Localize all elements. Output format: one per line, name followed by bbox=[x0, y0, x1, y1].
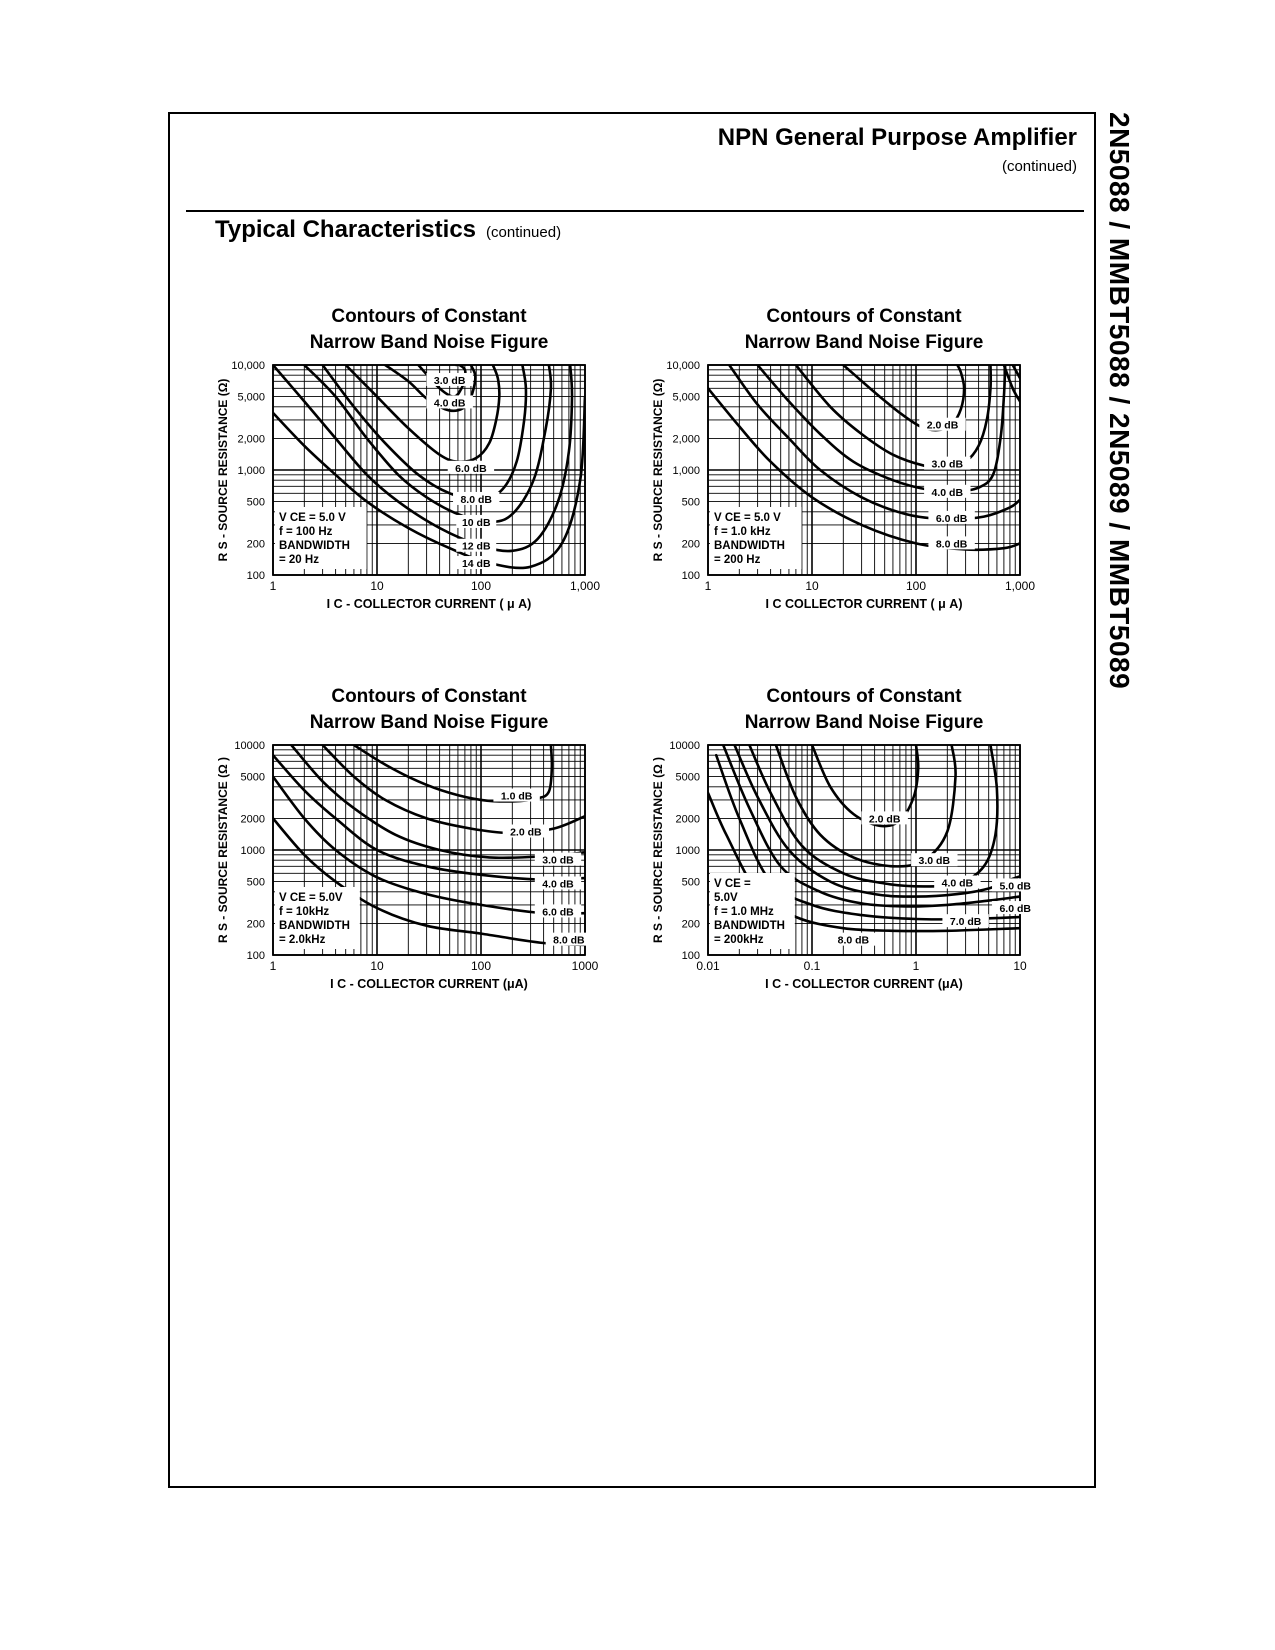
contour-label-4-0-db: 4.0 dB bbox=[542, 878, 574, 891]
chart-title-line: Contours of Constant bbox=[766, 306, 962, 327]
contour-label-5-0-db: 5.0 dB bbox=[999, 880, 1031, 893]
y-axis-label: R S - SOURCE RESISTANCE (Ω ) bbox=[216, 756, 230, 944]
contour-curve-2-0-db bbox=[323, 745, 585, 833]
y-tick-label: 1000 bbox=[240, 845, 265, 857]
chart-title-line: Narrow Band Noise Figure bbox=[744, 712, 984, 733]
y-tick-label: 100 bbox=[681, 570, 700, 582]
contour-label-4-0-db: 4.0 dB bbox=[931, 486, 964, 499]
noise-figure-chart-100hz bbox=[205, 305, 615, 625]
y-tick-label: 5,000 bbox=[237, 391, 265, 404]
section-title-continued: (continued) bbox=[486, 224, 562, 241]
y-tick-label: 200 bbox=[246, 538, 265, 551]
y-tick-label: 2,000 bbox=[237, 433, 265, 446]
condition-line: V CE = 5.0V bbox=[279, 892, 343, 904]
y-tick-label: 500 bbox=[681, 496, 700, 509]
y-tick-label: 1,000 bbox=[237, 465, 265, 477]
chart-title-line: Narrow Band Noise Figure bbox=[309, 332, 549, 353]
contour-label-6-0-db: 6.0 dB bbox=[935, 512, 968, 525]
x-tick-label: 10 bbox=[370, 579, 384, 593]
document-title-continued: (continued) bbox=[1001, 158, 1077, 175]
x-tick-label: 1 bbox=[269, 959, 277, 973]
y-axis-label: R S - SOURCE RESISTANCE (Ω) bbox=[216, 378, 230, 562]
y-tick-label: 2,000 bbox=[672, 433, 700, 446]
contour-label-4-0-db: 4.0 dB bbox=[433, 397, 466, 410]
y-tick-label: 500 bbox=[246, 876, 265, 889]
x-tick-label: 0.01 bbox=[696, 959, 720, 973]
contour-label-2-0-db: 2.0 dB bbox=[926, 419, 959, 432]
y-tick-label: 10,000 bbox=[231, 360, 265, 372]
contour-label-7-0-db: 7.0 dB bbox=[949, 916, 982, 929]
chart-title-line: Narrow Band Noise Figure bbox=[744, 332, 984, 353]
contour-curve-8-0-db bbox=[323, 365, 526, 500]
x-tick-label: 10 bbox=[1013, 959, 1027, 973]
condition-line: f = 1.0 kHz bbox=[714, 526, 771, 538]
y-tick-label: 100 bbox=[681, 950, 700, 962]
header-rule bbox=[186, 210, 1084, 212]
condition-line: = 200 Hz bbox=[714, 554, 761, 566]
contour-label-2-0-db: 2.0 dB bbox=[868, 813, 901, 826]
contour-label-14-db: 14 dB bbox=[461, 558, 491, 571]
y-axis-label: R S - SOURCE RESISTANCE (Ω ) bbox=[651, 756, 665, 944]
section-title: Typical Characteristics bbox=[215, 216, 477, 243]
contour-label-6-0-db: 6.0 dB bbox=[542, 906, 574, 919]
condition-line: 5.0V bbox=[714, 892, 738, 904]
x-tick-label: 10 bbox=[805, 579, 819, 593]
x-tick-label: 10 bbox=[370, 959, 384, 973]
x-tick-label: 100 bbox=[470, 579, 492, 593]
y-tick-label: 500 bbox=[681, 876, 700, 889]
contour-curve-unlabeled bbox=[1013, 365, 1020, 378]
y-tick-label: 100 bbox=[246, 570, 265, 582]
x-tick-label: 1 bbox=[704, 579, 712, 593]
chart-title-line: Contours of Constant bbox=[331, 306, 527, 327]
contour-curve-4-0-db bbox=[758, 365, 1006, 491]
contour-label-6-0-db: 6.0 dB bbox=[999, 903, 1031, 916]
contour-label-3-0-db: 3.0 dB bbox=[931, 458, 964, 471]
y-tick-label: 2000 bbox=[240, 813, 265, 826]
noise-figure-chart-1khz bbox=[640, 305, 1050, 625]
contour-label-12-db: 12 dB bbox=[461, 540, 491, 553]
condition-line: V CE = bbox=[714, 878, 751, 890]
noise-figure-chart-10khz bbox=[205, 685, 615, 1005]
x-tick-label: 1000 bbox=[571, 959, 599, 973]
x-tick-label: 1 bbox=[269, 579, 277, 593]
y-tick-label: 5,000 bbox=[672, 391, 700, 404]
chart-title-line: Contours of Constant bbox=[331, 686, 527, 707]
condition-line: = 20 Hz bbox=[279, 554, 319, 566]
contour-label-1-0-db: 1.0 dB bbox=[500, 790, 533, 803]
y-tick-label: 200 bbox=[681, 918, 700, 931]
side-part-numbers: 2N5088 / MMBT5088 / 2N5089 / MMBT5089 bbox=[1104, 112, 1135, 690]
contour-label-8-0-db: 8.0 dB bbox=[553, 934, 585, 947]
x-tick-label: 1,000 bbox=[1004, 579, 1036, 593]
y-tick-label: 10000 bbox=[669, 740, 700, 752]
contour-label-8-0-db: 8.0 dB bbox=[837, 934, 870, 947]
x-tick-label: 0.1 bbox=[803, 959, 821, 973]
y-tick-label: 10,000 bbox=[666, 360, 700, 372]
contour-label-3-0-db: 3.0 dB bbox=[433, 374, 466, 387]
y-tick-label: 500 bbox=[246, 496, 265, 509]
contour-label-10-db: 10 dB bbox=[461, 516, 491, 529]
contour-curve-unlabeled bbox=[1004, 365, 1020, 401]
document-title: NPN General Purpose Amplifier bbox=[717, 124, 1077, 151]
contour-label-3-0-db: 3.0 dB bbox=[542, 854, 574, 867]
condition-line: BANDWIDTH bbox=[279, 540, 350, 552]
x-axis-label: I C - COLLECTOR CURRENT ( μ A) bbox=[326, 597, 532, 611]
x-axis-label: I C COLLECTOR CURRENT ( μ A) bbox=[765, 597, 963, 611]
contour-label-4-0-db: 4.0 dB bbox=[941, 877, 974, 890]
side-part-number-tab bbox=[1105, 112, 1135, 722]
chart-title-line: Contours of Constant bbox=[766, 686, 962, 707]
contour-label-8-0-db: 8.0 dB bbox=[460, 493, 492, 506]
x-tick-label: 100 bbox=[470, 959, 492, 973]
y-tick-label: 1,000 bbox=[672, 465, 700, 477]
y-tick-label: 200 bbox=[246, 918, 265, 931]
y-tick-label: 200 bbox=[681, 538, 700, 551]
condition-line: f = 10kHz bbox=[279, 906, 330, 918]
condition-line: f = 1.0 MHz bbox=[714, 906, 774, 918]
condition-line: BANDWIDTH bbox=[714, 920, 785, 932]
condition-line: V CE = 5.0 V bbox=[279, 512, 346, 524]
x-tick-label: 1 bbox=[912, 959, 920, 973]
x-tick-label: 1,000 bbox=[569, 579, 601, 593]
x-axis-label: I C - COLLECTOR CURRENT (μA) bbox=[330, 977, 528, 991]
section-heading bbox=[215, 216, 561, 244]
x-axis-label: I C - COLLECTOR CURRENT (μA) bbox=[765, 977, 963, 991]
condition-line: BANDWIDTH bbox=[714, 540, 785, 552]
y-tick-label: 5000 bbox=[675, 771, 700, 784]
condition-line: = 2.0kHz bbox=[279, 934, 326, 946]
noise-figure-chart-1mhz bbox=[640, 685, 1050, 1005]
y-tick-label: 100 bbox=[246, 950, 265, 962]
contour-label-3-0-db: 3.0 dB bbox=[918, 855, 951, 868]
y-tick-label: 1000 bbox=[675, 845, 700, 857]
y-tick-label: 10000 bbox=[234, 740, 265, 752]
condition-line: = 200kHz bbox=[714, 934, 764, 946]
y-tick-label: 5000 bbox=[240, 771, 265, 784]
contour-label-2-0-db: 2.0 dB bbox=[510, 826, 542, 839]
contour-label-8-0-db: 8.0 dB bbox=[935, 538, 968, 551]
y-tick-label: 2000 bbox=[675, 813, 700, 826]
condition-line: V CE = 5.0 V bbox=[714, 512, 781, 524]
x-tick-label: 100 bbox=[905, 579, 927, 593]
y-axis-label: R S - SOURCE RESISTANCE (Ω) bbox=[651, 378, 665, 562]
chart-title-line: Narrow Band Noise Figure bbox=[309, 712, 549, 733]
contour-label-6-0-db: 6.0 dB bbox=[455, 462, 487, 475]
condition-line: f = 100 Hz bbox=[279, 526, 333, 538]
condition-line: BANDWIDTH bbox=[279, 920, 350, 932]
